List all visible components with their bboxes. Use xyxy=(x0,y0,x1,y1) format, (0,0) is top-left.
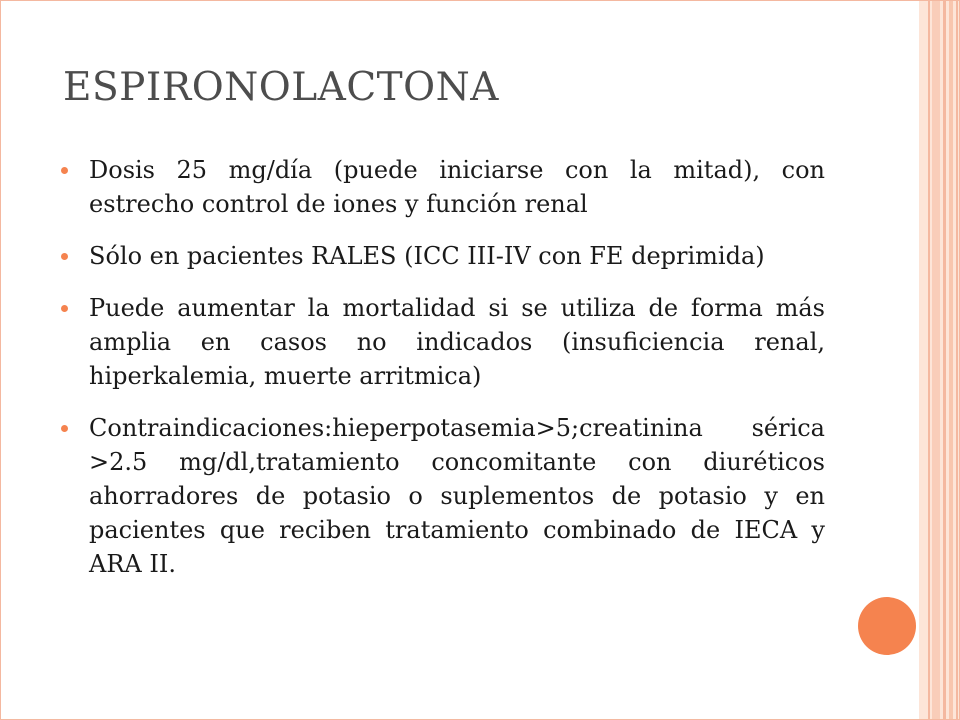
panel-stripe xyxy=(932,1,940,720)
panel-stripe xyxy=(928,1,930,720)
bullet-text: Contraindicaciones:hieperpotasemia>5;creatinina sérica >2.5 mg/dl,tratamiento concomitante con diuréticos ahorradores de potasio o suplementos de potasio y en pacientes que reciben tratamiento combinado de IECA y ARA II. xyxy=(89,414,825,578)
panel-stripe xyxy=(943,1,946,720)
bullet-list xyxy=(61,153,825,599)
bullet-text: Sólo en pacientes RALES (ICC III-IV con FE deprimida) xyxy=(89,242,765,270)
bullet-dot-icon xyxy=(61,167,68,174)
slide-title: ESPIRONOLACTONA xyxy=(63,65,499,110)
bullet-text: Dosis 25 mg/día (puede iniciarse con la mitad), con estrecho control de iones y función renal xyxy=(89,156,825,218)
panel-stripe xyxy=(949,1,953,720)
bullet-item-mortalidad xyxy=(61,291,825,393)
bullet-dot-icon xyxy=(61,305,68,312)
bullet-dot-icon xyxy=(61,253,68,260)
bullet-item-rales xyxy=(61,239,825,273)
decorative-side-panel xyxy=(919,1,960,720)
panel-stripe xyxy=(956,1,958,720)
bullet-item-dosis xyxy=(61,153,825,221)
bullet-text: Puede aumentar la mortalidad si se utiliza de forma más amplia en casos no indicados (insuficiencia renal, hiperkalemia, muerte arritmica) xyxy=(89,294,825,390)
bullet-item-contraindicaciones xyxy=(61,411,825,581)
decorative-circle xyxy=(858,597,916,655)
bullet-dot-icon xyxy=(61,425,68,432)
